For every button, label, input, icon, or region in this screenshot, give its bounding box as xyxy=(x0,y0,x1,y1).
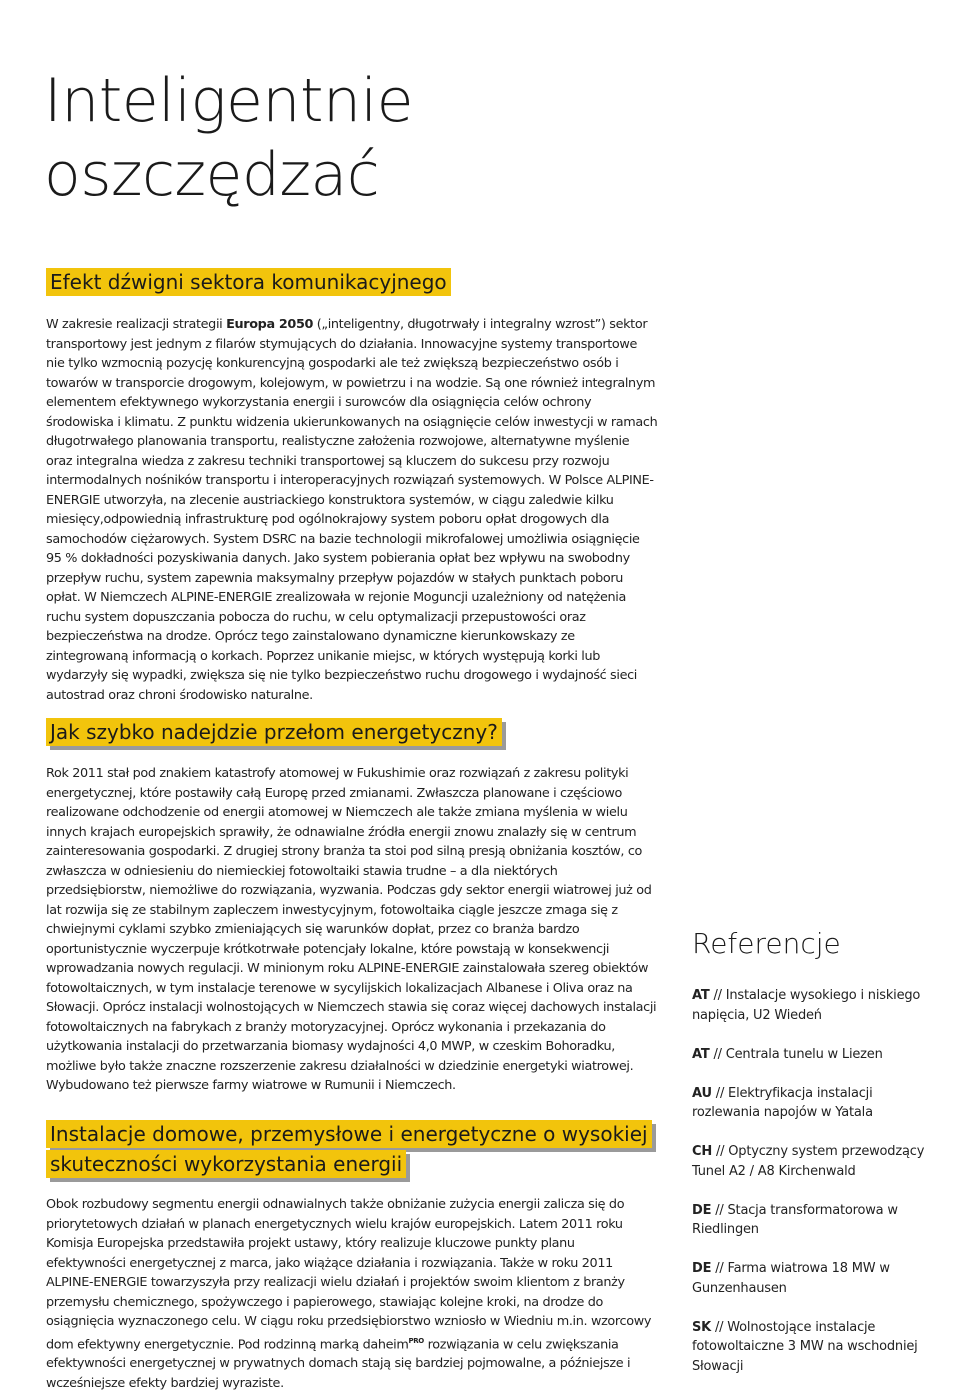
reference-text: // Farma wiatrowa 18 MW w Gunzenhausen xyxy=(692,1261,890,1296)
section-body-efficiency-text-a: Obok rozbudowy segmentu energii odnawialnych także obniżanie zużycia energii zalicza się do priorytetowych działań w planach energetycznych wielu krajów europejskich. Latem 2011 roku Komisja Europejska przedstawiła projekt ustawy, który realizuje kluczowe punkty planu efektywności energetycznej z marca, jako wiążące działania i rozwiązania. Także w roku 2011 ALPINE-ENERGIE towarzyszyła przy realizacji wielu działań i projektów swoim klientom z branży przemysłu chemicznego, spożywczego i papierowego, stawiając kolejne kroki, na drodze do osiągnięcia wyznaczonego celu. W ciągu roku przedsiębiorstwo wzniosło w Wiedniu m.in. wzorcowy dom efektywny energetycznie. Pod rodzinną marką daheim xyxy=(46,1197,652,1352)
references-sidebar xyxy=(692,924,942,1396)
section-body-transport xyxy=(46,315,658,705)
reference-item xyxy=(692,1084,942,1123)
section-body-transport-text: („inteligentny, długotrwały i integralny wzrost”) sektor transportowy jest jednym z filarów stymujących do działania. Innowacyjne systemy transportowe nie tylko wzmocnią pozycję konkurencyjną gospodarki ale też zwiększą bezpieczeństwo osób i towarów w transporcie drogowym, kolejowym, w powietrzu i na wodzie. Są one również integralnym elementem efektywnego wykorzystania energii i surowców dla osiągnięcia celów ochrony środowiska i klimatu. Z punktu widzenia ukierunkowanych na osiągnięcie celów inwestycji w ramach długotrwałego planowania transportu, realistyczne założenia rozwojowe, alternatywne myślenie oraz integralna wiedza z zakresu techniki transportowej są kluczem do sukcesu przy rozwoju intermodalnych nośników transportu i interoperacyjnych rozwiązań systemowych. W Polsce ALPINE-ENERGIE utworzyła, na zlecenie austriackiego konstruktora systemów, w ciągu zaledwie kilku miesięcy,odpowiednią infrastrukturę pod ogólnokrajowy system poboru opłat drogowych dla samochodów ciężarowych. System DSRC na bazie technologii mikrofalowej umożliwia osiągnięcie 95 % dokładności pozyskiwania danych. Jako system pobierania opłat bez wpływu na swobodny przepływ ruchu, system zapewnia maksymalny przepływ pojazdów w stałych punktach poboru opłat. W Niemczech ALPINE-ENERGIE zrealizowała w rejonie Moguncji uzależniony od natężenia ruchu system dopuszczania pobocza do ruchu, w celu optymalizacji przepustowości oraz bezpieczeństwa na drodze. Oprócz tego zainstalowano dynamiczne kierunkowskazy ze zintegrowaną informacją o korkach. Poprzez unikanie miejsc, w których występują korki lub wydarzyły się wypadki, zwiększa się nie tylko bezpieczeństwo ruchu drogowego i wydajność sieci autostrad oraz chroni środowisko naturalne. xyxy=(46,317,658,703)
reference-item xyxy=(692,1142,942,1181)
reference-country-code: DE xyxy=(692,1261,712,1276)
section-heading-energy-transition xyxy=(46,717,502,747)
reference-country-code: AU xyxy=(692,1085,712,1101)
reference-country-code: SK xyxy=(692,1319,712,1335)
reference-country-code: AT xyxy=(692,1046,710,1062)
section-heading-efficiency xyxy=(46,1119,652,1179)
section-heading-transport-text: Efekt dźwigni sektora komunikacyjnego xyxy=(46,268,451,296)
reference-country-code: DE xyxy=(692,1202,712,1218)
reference-country-code: AT xyxy=(692,988,710,1003)
reference-text: // Centrala tunelu w Liezen xyxy=(709,1046,883,1062)
reference-text: // Instalacje wysokiego i niskiego napięcia, U2 Wiedeń xyxy=(692,988,921,1023)
reference-item xyxy=(692,1045,942,1065)
reference-text: // Stacja transformatorowa w Riedlingen xyxy=(692,1202,898,1237)
reference-item xyxy=(692,1318,942,1377)
references-heading: Referencje xyxy=(692,927,841,960)
section-body-transport-prefix: W zakresie realizacji strategii xyxy=(46,317,227,332)
section-heading-efficiency-line-1: Instalacje domowe, przemysłowe i energetyczne o wysokiej xyxy=(46,1120,652,1148)
reference-text: // Elektryfikacja instalacji rozlewania napojów w Yatala xyxy=(692,1085,873,1120)
reference-item xyxy=(692,986,942,1025)
section-heading-energy-transition-text: Jak szybko nadejdzie przełom energetyczny? xyxy=(46,718,502,746)
reference-item xyxy=(692,1201,942,1240)
section-heading-transport xyxy=(46,267,451,297)
section-body-energy-transition: Rok 2011 stał pod znakiem katastrofy atomowej w Fukushimie oraz rozwiązań z zakresu polityki energetycznej, które postawiły całą Europę przed zmianami. Zwłaszcza planowane i częściowo realizowane odchodzenie od energii atomowej w Niemczech ale także zmiana myślenia w wielu innych krajach europejskich sprawiły, że odnawialne źródła energii znowu znalazły się w centrum zainteresowania gospodarki. Z drugiej strony branża ta stoi pod silną presją obniżania kosztów, co zwłaszcza w odniesieniu do niemieckiej fotowoltaiki stawia trudne – a dla niektórych przedsiębiorstw, niemożliwe do rozwiązania, wyzwania. Podczas gdy sektor energii wiatrowej już od lat rozwija się ze stabilnym zapleczem inwestycyjnym, fotowoltaika ciągle jeszcze zmaga się z chwiejnymi cyklami szybko zmieniających się warunków dopłat, przez co branża bardzo oportunistycznie wyczerpuje krótkotrwałe potencjały lokalne, które powstają w konsekwencji wprowadzania nowych regulacji. W minionym roku ALPINE-ENERGIE zainstalowała szereg obiektów fotowoltaicznych, w tym instalacje terenowe w sycylijskich lokalizacjach Albanese i Oliva oraz na Słowacji. Oprócz instalacji wolnostojących w Niemczech stawia się coraz więcej dachowych instalacji fotowoltaicznych na fabrykach z branży motoryzacyjnej. Oprócz wykonania i przekazania do użytkowania instalacji do przetwarzania biomasy wydajności 4,0 MWP, w czeskim Bohoradku, możliwe było także znaczne rozszerzenie zakresu działalności w dziedzinie energetyki wiatrowej. Wybudowano też pierwsze farmy wiatrowe w Rumunii i Niemczech. xyxy=(46,766,657,1093)
page-title-line-1: Inteligentnie xyxy=(44,66,414,136)
section-body-efficiency xyxy=(46,1195,658,1393)
page-title-line-2: oszczędzać xyxy=(44,140,380,210)
section-heading-efficiency-line-2: skuteczności wykorzystania energii xyxy=(46,1150,406,1178)
strategy-name: Europa 2050 xyxy=(226,317,314,332)
reference-item xyxy=(692,1259,942,1298)
reference-country-code: CH xyxy=(692,1144,713,1159)
section-body-efficiency-text-b: rozwiązania w celu zwiększania efektywności energetycznej w prywatnych domach stają się bardziej pojmowalne, a późniejsze i wcześniejsze efekty bardziej wyraziste. xyxy=(46,1336,631,1391)
page-title xyxy=(44,64,413,212)
reference-text: // Optyczny system przewodzący Tunel A2 / A8 Kirchenwald xyxy=(692,1144,925,1179)
reference-text: // Wolnostojące instalacje fotowoltaiczne 3 MW na wschodniej Słowacji xyxy=(692,1319,918,1374)
brand-superscript: PRO xyxy=(408,1336,424,1345)
